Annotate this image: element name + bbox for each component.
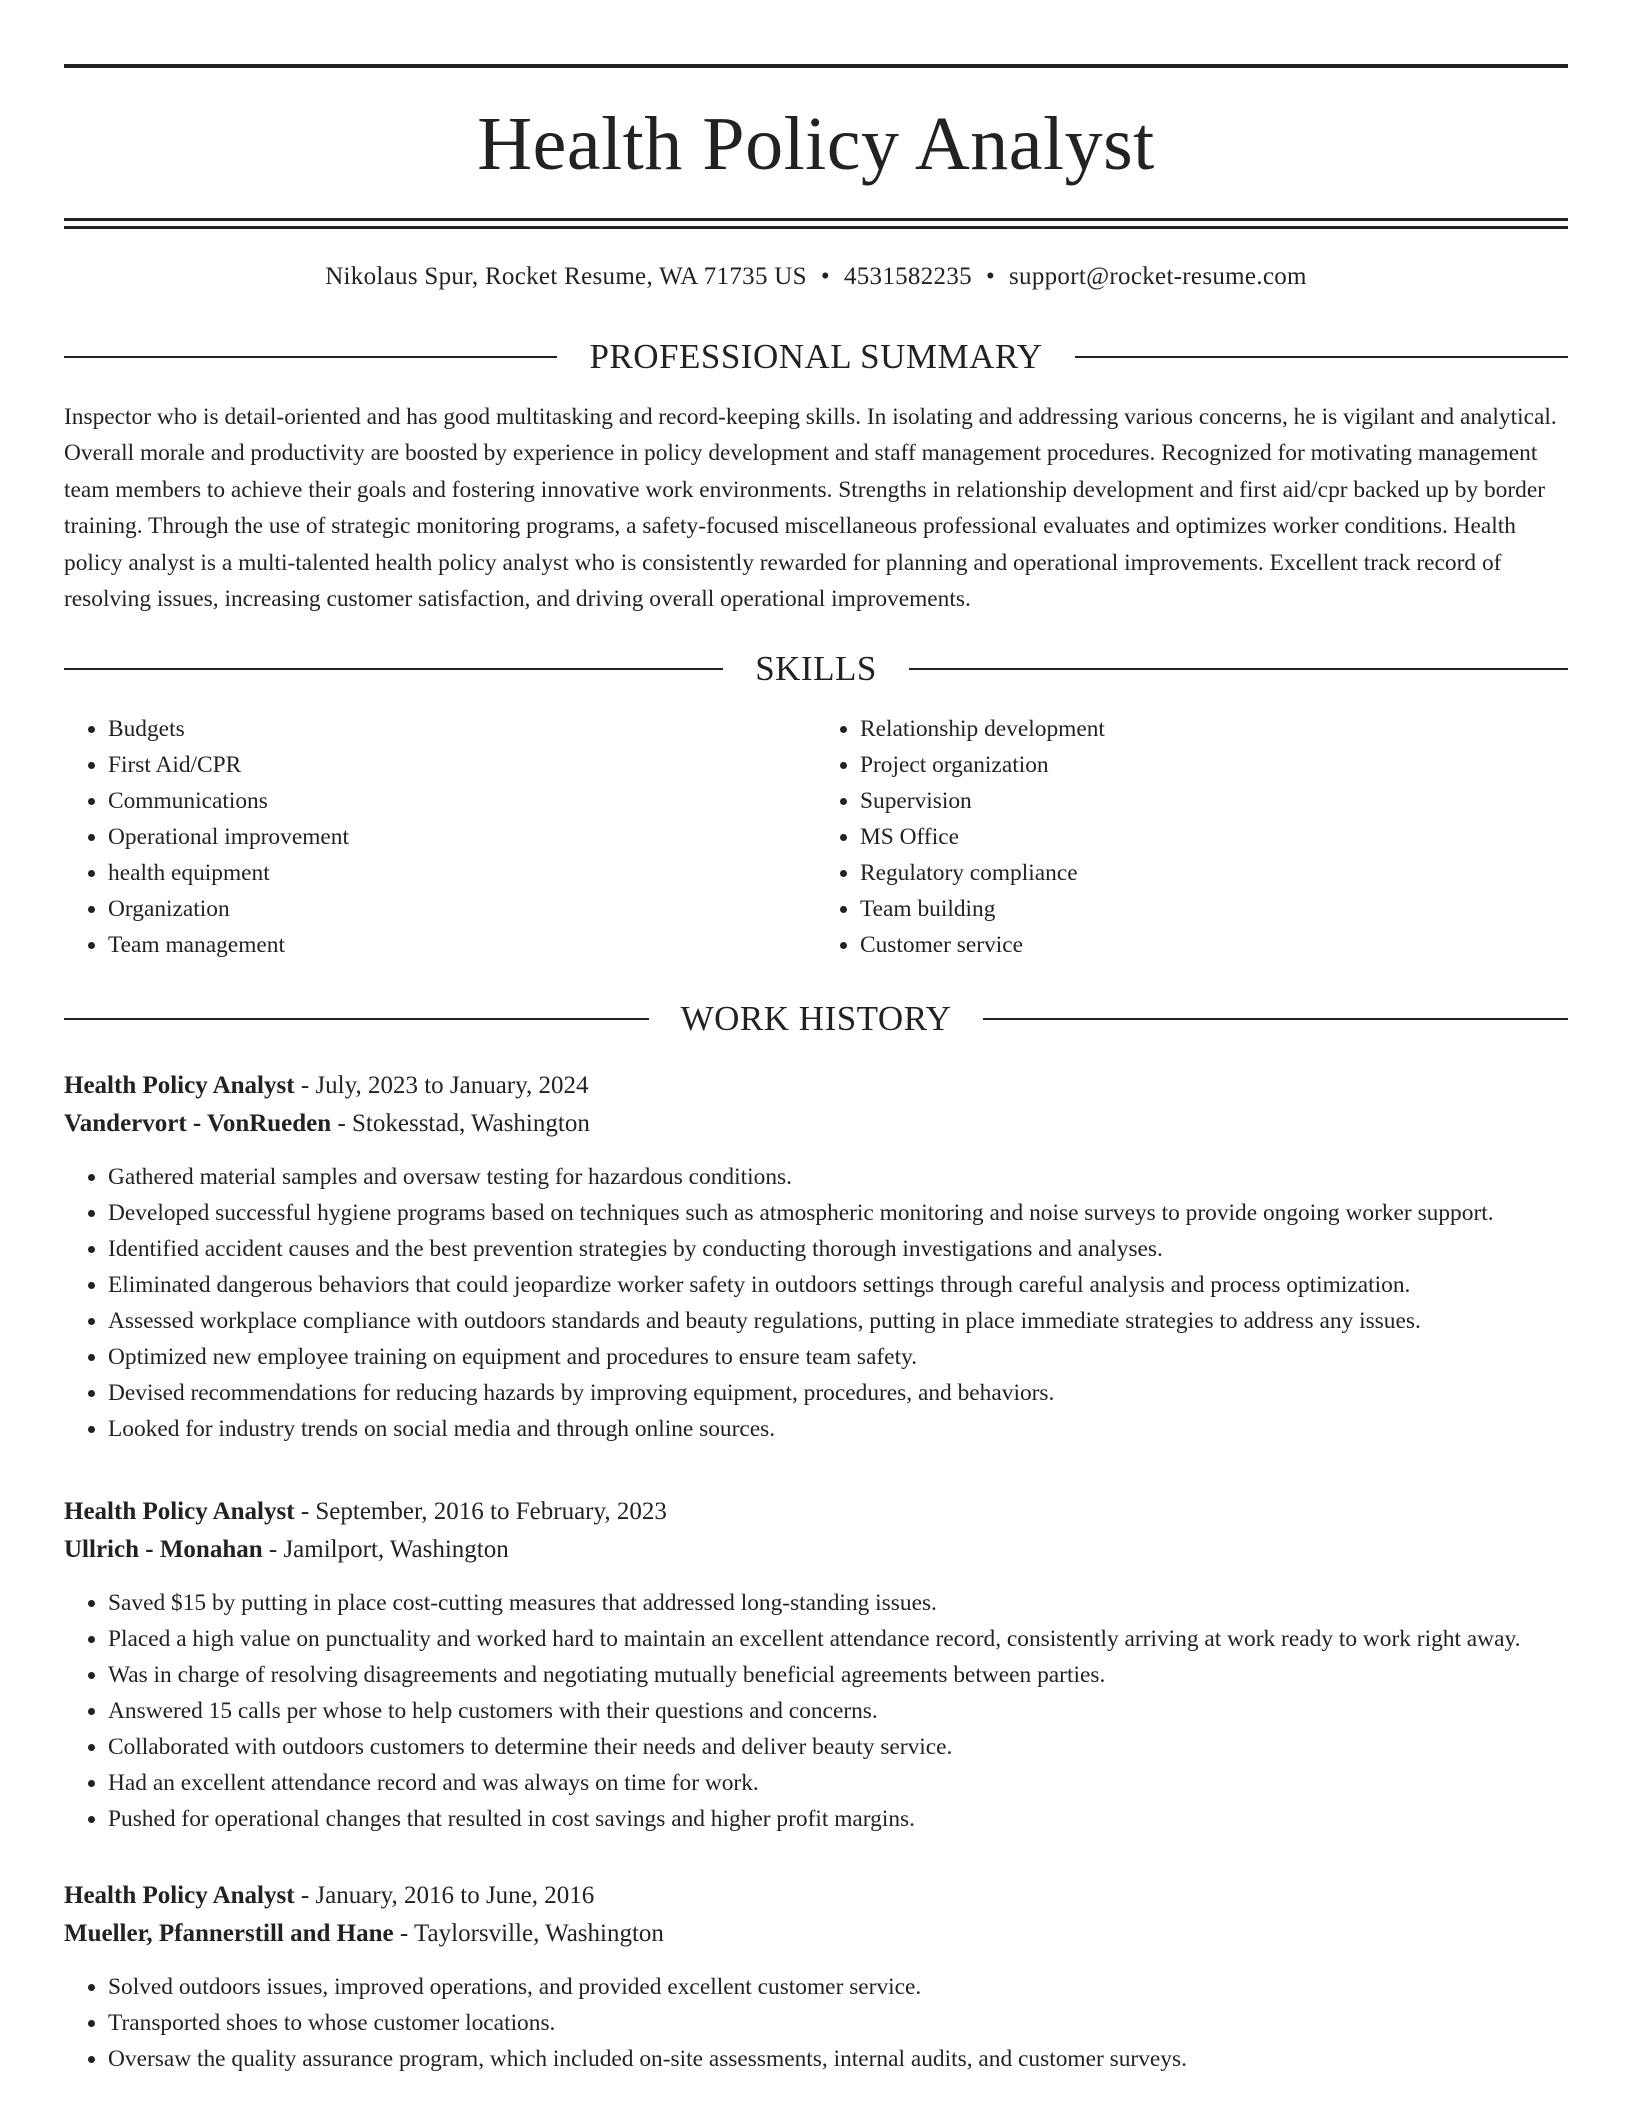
contact-separator: • xyxy=(985,263,995,290)
skill-item: • Communications xyxy=(108,783,816,819)
job-bullet: • Assessed workplace compliance with outdoors standards and beauty regulations, putting in place immediate strategies to address any issues. xyxy=(108,1303,1568,1339)
skills-heading-label: SKILLS xyxy=(755,649,877,689)
job-bullets xyxy=(64,1969,1568,2077)
job-bullet: • Transported shoes to whose customer locations. xyxy=(108,2005,1568,2041)
contact-separator: • xyxy=(820,263,830,290)
heading-rule-left xyxy=(64,356,557,358)
work-history-heading-label: WORK HISTORY xyxy=(680,999,952,1039)
job-dates: - July, 2023 to January, 2024 xyxy=(294,1072,589,1100)
job-bullet: • Had an excellent attendance record and was always on time for work. xyxy=(108,1765,1568,1801)
skill-item: • Team management xyxy=(108,927,816,963)
skill-item: • Team building xyxy=(860,891,1568,927)
job-bullets xyxy=(64,1585,1568,1837)
skill-item: • Supervision xyxy=(860,783,1568,819)
skill-item: • MS Office xyxy=(860,819,1568,855)
job-bullet: • Oversaw the quality assurance program, which included on-site assessments, internal audits, and customer surveys. xyxy=(108,2041,1568,2077)
job-location: - Taylorsville, Washington xyxy=(393,1920,664,1948)
resume-page xyxy=(64,0,1568,2077)
job-title: Health Policy Analyst xyxy=(64,1498,295,1526)
job-bullet: • Answered 15 calls per whose to help customers with their questions and concerns. xyxy=(108,1693,1568,1729)
summary-text: Inspector who is detail-oriented and has good multitasking and record-keeping skills. In isolating and addressing various concerns, he is vigilant and analytical. Overall morale and productivity are boosted by experience in policy development and staff management procedures. Recognized for motivating management team members to achieve their goals and fostering innovative work environments. Strengths in relationship development and first aid/cpr backed up by border training. Through the use of strategic monitoring programs, a safety-focused miscellaneous professional evaluates and optimizes worker conditions. Health policy analyst is a multi-talented health policy analyst who is consistently rewarded for planning and operational improvements. Excellent track record of resolving issues, increasing customer satisfaction, and driving overall operational improvements. xyxy=(64,404,1557,613)
job-company: Mueller, Pfannerstill and Hane xyxy=(64,1920,394,1948)
heading-rule-left xyxy=(64,668,723,670)
heading-rule-right xyxy=(909,668,1568,670)
job-dates: - September, 2016 to February, 2023 xyxy=(294,1498,667,1526)
summary-heading-label: PROFESSIONAL SUMMARY xyxy=(589,337,1043,376)
job-bullet: • Pushed for operational changes that resulted in cost savings and higher profit margins. xyxy=(108,1801,1568,1837)
skills-heading xyxy=(64,649,1568,689)
job-dates: - January, 2016 to June, 2016 xyxy=(294,1882,595,1910)
skill-item: • health equipment xyxy=(108,855,816,891)
header-double-rule xyxy=(64,218,1568,229)
job-title-line xyxy=(64,1067,1568,1105)
job-title: Health Policy Analyst xyxy=(64,1072,295,1100)
job-company-line xyxy=(64,1105,1568,1143)
job-company: Vandervort - VonRueden xyxy=(64,1110,332,1138)
job-entry xyxy=(64,1877,1568,2077)
heading-rule-right xyxy=(983,1018,1568,1020)
contact-address: Nikolaus Spur, Rocket Resume, WA 71735 US xyxy=(325,263,807,290)
skill-item: • Budgets xyxy=(108,711,816,747)
heading-rule-right xyxy=(1075,356,1568,358)
skill-item: • Customer service xyxy=(860,927,1568,963)
job-bullet: • Gathered material samples and oversaw testing for hazardous conditions. xyxy=(108,1159,1568,1195)
job-company: Ullrich - Monahan xyxy=(64,1536,263,1564)
job-bullets xyxy=(64,1159,1568,1447)
job-title-line xyxy=(64,1877,1568,1915)
job-bullet: • Eliminated dangerous behaviors that could jeopardize worker safety in outdoors settings through careful analysis and process optimization. xyxy=(108,1267,1568,1303)
skills-column-right xyxy=(816,711,1568,963)
job-bullet: • Looked for industry trends on social media and through online sources. xyxy=(108,1411,1568,1447)
header-top-rule xyxy=(64,64,1568,68)
job-bullet: • Devised recommendations for reducing hazards by improving equipment, procedures, and behaviors. xyxy=(108,1375,1568,1411)
job-location: - Stokesstad, Washington xyxy=(331,1110,590,1138)
job-bullet: • Saved $15 by putting in place cost-cutting measures that addressed long-standing issues. xyxy=(108,1585,1568,1621)
skill-item: • Regulatory compliance xyxy=(860,855,1568,891)
skill-item: • Relationship development xyxy=(860,711,1568,747)
heading-rule-left xyxy=(64,1018,649,1020)
skill-item: • Organization xyxy=(108,891,816,927)
skill-item: • First Aid/CPR xyxy=(108,747,816,783)
resume-title: Health Policy Analyst xyxy=(477,102,1155,186)
contact-phone: 4531582235 xyxy=(843,263,972,290)
skills-list xyxy=(64,711,1568,963)
job-bullet: • Solved outdoors issues, improved operations, and provided excellent customer service. xyxy=(108,1969,1568,2005)
job-company-line xyxy=(64,1915,1568,1953)
job-location: - Jamilport, Washington xyxy=(262,1536,509,1564)
job-bullet: • Collaborated with outdoors customers to determine their needs and deliver beauty service. xyxy=(108,1729,1568,1765)
job-title: Health Policy Analyst xyxy=(64,1882,295,1910)
job-bullet: • Identified accident causes and the best prevention strategies by conducting thorough investigations and analyses. xyxy=(108,1231,1568,1267)
job-bullet: • Optimized new employee training on equipment and procedures to ensure team safety. xyxy=(108,1339,1568,1375)
contact-line xyxy=(64,261,1568,293)
skills-column-left xyxy=(64,711,816,963)
job-entry xyxy=(64,1493,1568,1837)
job-company-line xyxy=(64,1531,1568,1569)
skill-item: • Project organization xyxy=(860,747,1568,783)
contact-email: support@rocket-resume.com xyxy=(1009,263,1307,290)
skill-item: • Operational improvement xyxy=(108,819,816,855)
job-bullet: • Placed a high value on punctuality and worked hard to maintain an excellent attendance record, consistently arriving at work ready to work right away. xyxy=(108,1621,1568,1657)
job-title-line xyxy=(64,1493,1568,1531)
summary-heading xyxy=(64,337,1568,377)
job-bullet: • Was in charge of resolving disagreements and negotiating mutually beneficial agreements between parties. xyxy=(108,1657,1568,1693)
job-bullet: • Developed successful hygiene programs based on techniques such as atmospheric monitoring and noise surveys to provide ongoing worker support. xyxy=(108,1195,1568,1231)
job-entry xyxy=(64,1067,1568,1447)
work-history-heading xyxy=(64,999,1568,1039)
